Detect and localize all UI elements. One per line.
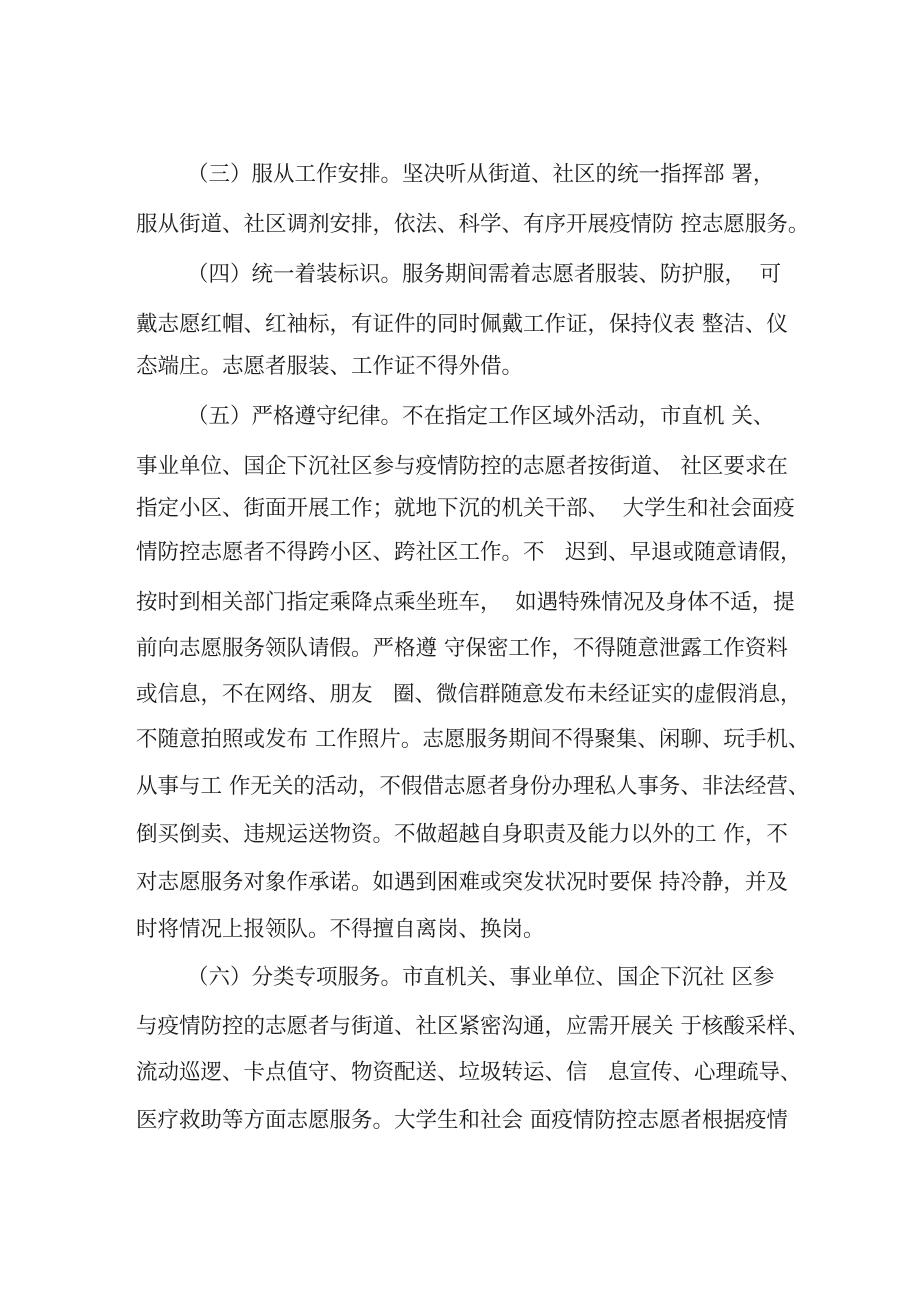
paragraph-5-line-12: 时将情况上报领队。不得擅自离岗、换岗。	[136, 917, 545, 942]
paragraph-5-line-8: 不随意拍照或发布 工作照片。志愿服务期间不得聚集、闲聊、玩手机、	[136, 727, 810, 752]
paragraph-5-line-11: 对志愿服务对象作承诺。如遇到困难或突发状况时要保 持冷静，并及	[136, 870, 788, 895]
paragraph-5-line-4: 情防控志愿者不得跨小区、跨社区工作。不 迟到、早退或随意请假，	[136, 540, 802, 565]
paragraph-5-line-10: 倒买倒卖、违规运送物资。不做超越自身职责及能力以外的工 作，不	[136, 822, 788, 847]
paragraph-5-line-2: 事业单位、国企下沉社区参与疫情防控的志愿者按街道、 社区要求在	[136, 454, 788, 479]
paragraph-3-line-2: 服从街道、社区调剂安排，依法、科学、有序开展疫情防 控志愿服务。	[136, 212, 810, 237]
paragraph-3-line-1: （三）服从工作安排。坚决听从街道、社区的统一指挥部 署，	[187, 162, 775, 187]
paragraph-5-line-1: （五）严格遵守纪律。不在指定工作区域外活动，市直机 关、	[187, 404, 775, 429]
paragraph-5-line-7: 或信息，不在网络、朋友 圈、微信群随意发布未经证实的虚假消息，	[136, 682, 802, 707]
paragraph-6-line-2: 与疫情防控的志愿者与街道、社区紧密沟通，应需开展关 于核酸采样、	[136, 1014, 810, 1039]
paragraph-4-line-2: 戴志愿红帽、红袖标，有证件的同时佩戴工作证，保持仪表 整洁、仪	[136, 312, 788, 337]
paragraph-5-line-6: 前向志愿服务领队请假。严格遵 守保密工作，不得随意泄露工作资料	[136, 636, 788, 661]
paragraph-6-line-1: （六）分类专项服务。市直机关、事业单位、国企下沉社 区参	[187, 965, 775, 990]
paragraph-4-line-1: （四）统一着装标识。服务期间需着志愿者服装、防护服， 可	[187, 262, 782, 287]
paragraph-5-line-5: 按时到相关部门指定乘降点乘坐班车， 如遇特殊情况及身体不适，提	[136, 590, 795, 615]
paragraph-6-line-3: 流动巡逻、卡点值守、物资配送、垃圾转运、信 息宣传、心理疏导、	[136, 1060, 802, 1085]
paragraph-4-line-3: 态端庄。志愿者服装、工作证不得外借。	[136, 354, 524, 379]
paragraph-5-line-9: 从事与工 作无关的活动，不假借志愿者身份办理私人事务、非法经营、	[136, 774, 810, 799]
paragraph-6-line-4: 医疗救助等方面志愿服务。大学生和社会 面疫情防控志愿者根据疫情	[136, 1108, 788, 1133]
paragraph-5-line-3: 指定小区、街面开展工作；就地下沉的机关干部、 大学生和社会面疫	[136, 496, 795, 521]
